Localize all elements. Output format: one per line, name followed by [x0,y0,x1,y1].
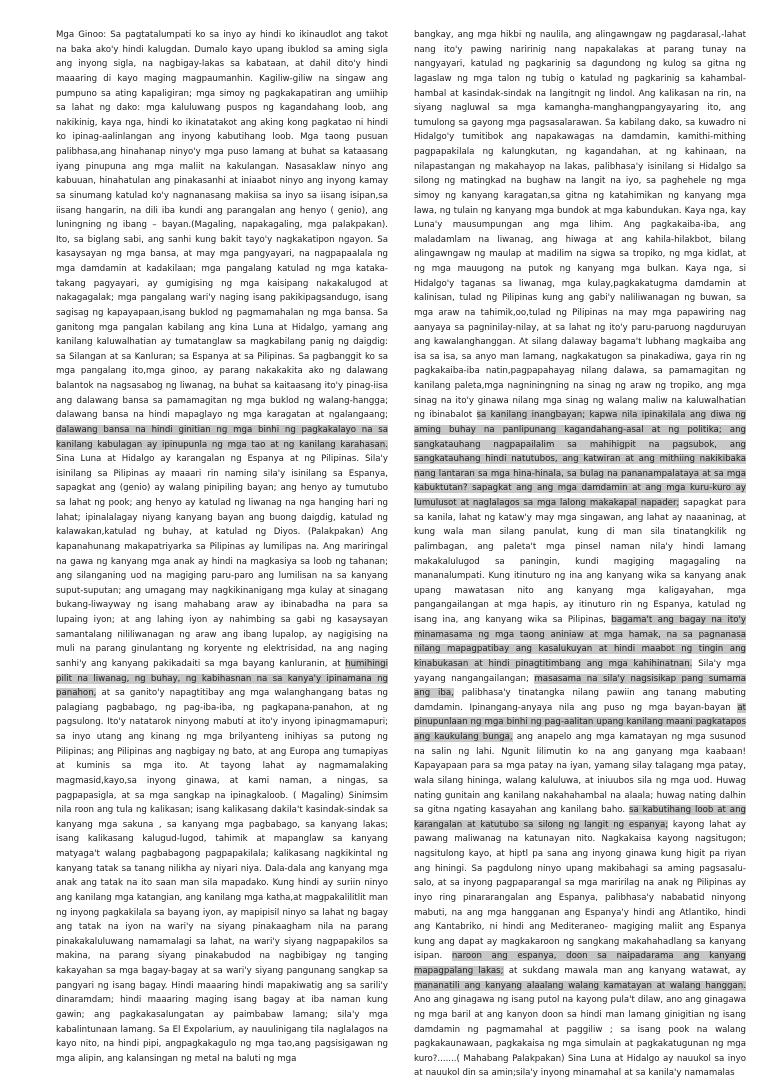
highlighted-text: bagama't ang bagay na ito'y minamasama ng mga taong aniniaw at mga hamak, na sa pagnanasa nilang mapagpatibay ang kasalukuyan at hindi maabot ng tingin ang kinabukasan at hindi pinagtitimbang ang mga kahihinatnan. [414,615,747,669]
text-segment: ang anapelo ang mga kamatayan ng mga susunod na salin ng lahi. Ngunit lilimutin ko na ang ganyang mga kaabaan! Kapayapaan para sa mga patay na iyan, yamang silay talagang mga patay, wala silang hininga, walang kaluluwa, at iniuubos sila ng mga uod. Huwag nating gunitain ang kanilang nakahahambal na alaala; huwag nating dalhin sa gitna ngating kasayahan ang kanilang baho. [414,732,746,816]
text-segment: kayong lahat ay pawang maliwanag na katunayan nito. Nagkakaisa kayong nagsitugon; nagsitulong kayo, at hiptl pa sana ang inyong ginawa kung higit pa riyan ang hiningi. Sa pagdulong ninyo upang makibahagi sa aming pagsasalu-salo, at sa inyong pagpaparangal sa mga maririlag na anak ng Pilipinas ay inyo ring pinararangalan ang Espanya, palibhasa'y nababatid ninyong mabuti, na ang mga hangganan ang Espanya'y hindi ang Atlantiko, hindi ang Kantabriko, ni hindi ang Mediteraneo- magiging maliit ang Espanya kung ang dapat ay magkakaroon ng sangkang makahahadlang sa kanyang isipan. [414,819,746,962]
column-text [414,28,746,1081]
text-segment: palibhasa'y tinatangka nilang pawiin ang tanang mabuting damdamin. Ipinangang-anyaya nila ang puso ng mga bayan-bayan [414,688,746,713]
text-segment: bangkay, ang mga hikbi ng naulila, ang alingawngaw ng pagdarasal,-lahat nang ito'y pawing naririnig nang napakalakas at parang tunay na nangyayari, katulad ng pagkarinig sa dagundong ng kulog sa gitna ng lagaslaw ng mga talon ng tubig o katulad ng pagkarinig sa kahambal-hambal at kasindak-sindak na langitngit ng lindol. Ang kalikasan na rin, na siyang nagluwal sa mga kamangha-manghangpangyayaring ito, ang tumulong sa gayong mga pagsasalarawan. Sa kabilang dako, sa kuwadro ni Hidalgo'y tumitibok ang napakawagas na damdamin, kamithi-mithing pagpapakilala ng kalungkutan, ng kagandahan, at ng kahinaan, na nilapastangan ng makahayop na lakas, palibhasa'y isinilang si Hidalgo sa silong ng matingkad na bughaw na langit na iyo, sa paghehele ng mga simoy ng kanyang karagatan,sa gitna ng katahimikan ng kanyang mga lawa, ng tulain ng kanyang mga bundok at mga kabundukan. Kaya nga, kay Luna'y mausumpungan ang mga lihim. Ang pagkakaiba-iba, ang maladamlam na liwanag, ang hiwaga at ang kahila-hilakbot, bilang alingawngaw ng maulap at madilim na sigwa sa tropiko, ng mga kidlat, at ng mga mauugong na putok ng kanyang mga bulkan. Kaya nga, si Hidalgo'y taganas sa liwanag, mga kulay,pagkakatugma damdamin at kalinisan, tulad ng Pilipinas kung ang gabi'y naliliwanagan ng buwan, sa mga araw na tahimik,oo,tulad ng Pilipinas na may mga papawiring nag aanyaya sa pagninilay-nilay, at sa lahat ng ito'y paru-paruong nagduruyan ang kawalanghanggan. At silang dalaway bagama't lubhang magkaiba ang isa sa isa, sa anyo man lamang, nagkakatugon sa pinakadiwa, gaya rin ng pagkakaiba-iba natin,pagpapahayag nilang dalawa, sa pamamagitan ng kanilang paleta,mga nagniningning na sinag ng araw ng tropiko, ang mga sinag na ito'y ginawa nilang mga sinag ng walang maliw na kaluwalhatian ng ibinabalot [414,30,746,421]
highlighted-text: at pinupunlaan ng mga binhi ng pag-aalitan upang kanilang maani pagkatapos ang kaukulang bunga, [414,702,746,742]
text-segment: at sukdang mawala man ang kanyang watawat, ay [503,966,746,976]
highlighted-text: humihingi pilit na liwanag, ng buhay, ng kabihasnan na sa kanya'y ipinamana ng panahon, [56,658,388,699]
column-text [56,28,388,1066]
highlighted-text: naroon ang espanya, doon sa naipadarama ang kanyang mapagpalang lakas; [414,951,746,976]
text-segment: Sila'y mga yayang nangangailangan; [414,658,746,684]
text-segment: at sa ganito'y napagtitibay ang mga walanghangang batas ng palagiang pagbabago, ng pag-iba-iba, ng pagkapana-panahon, at ng pagsulong. Ito'y natatarok ninyong mabuti at ito'y inyong ipinagmamapuri; sa inyo utang ang kinang ng mga brilyanteng inihiyas sa putong ng Pilipinas; ang Pilipinas ang nagbigay ng bato, at ang Europa ang tumapiyas at kuminis sa mga ito. At tayong lahat ay nagmamalaking magmasid,kayo,sa inyong ginawa, at kami naman, a ningas, sa pagpapasigla, at sa mga sangkap na ipinagkaloob. ( Magaling) Sinimsim nila roon ang tula ng kalikasan; isang kalikasang dakila't kasindak-sindak sa kanyang mga sakuna , sa kanyang mga pagbabago, sa kanyang lakas; isang kalikasang kalugud-lugod, tahimik at mapanglaw sa kanyang matyaga't walang pagbabagong pagpapakilala; kalikasang nagkikintal ng kanyang tatak sa tanang nilikha ay niyari niya. Dala-dala ang kanyang mga anak ang tatak na ito saan man sila mapadako. Kung hindi ay suriin ninyo ang kanilang mga katangian, ang kanilang mga katha,at magpakalilitlit man ng inyong pagkakilala sa bayang iyon, ay mapipisil ninyo sa lahat ng bagay ang tatak na iyon na wari'y na siyang pinakaagham nila na parang pinakakaluluwang namamalagi sa lahat, na wari'y siyang nagpapakilos sa makina, na parang siyang pinakabudod na nagbibigay ng tanging kakayahan sa mga bagay-bagay at sa wari'y siyang pangunang sangkap sa pangyari ng isang bagay. Hindi maaaring hindi mapakiwatig ang sa sarili'y dinaramdam; hindi maaaring maging isang bagay at iba naman kung gawin; ang pagkakasalungatan ay paimbabaw lamang; sila'y mga kabalintunaan lamang. Sa El Expolarium, ay nauulinigang tila naglalagos na kayo nito, na hindi pipi, angpagkakagulo ng mga tao,ang pagsisigawan ng mga alipin, ang kalansingan ng metal na baluti ng mga [56,688,388,1064]
highlighted-text: masasama na sila'y nagsisikap pang sumama ang iba, [414,673,746,699]
text-segment: Ano ang ginagawa ng isang putol na kayong pula't dilaw, ano ang ginagawa ng mga baril at ang kanyon doon sa hindi man lamang ginigitian ng isang damdamin ng pagmamahal at paggiliw ; sa isang pook na walang pagkakaunawaan, pagkakaisa ng mga simulain at pagkakatugunan ng mga kuro?.......( Mahabang Palakpakan) Sina Luna at Hidalgo ay nauukol sa inyo at nauukol din sa amin;sila'y inyong minamahal at sa kanila'y namamalas [414,995,746,1079]
text-column-left [56,28,388,1064]
highlighted-text: sa kanilang inangbayan; kapwa nila ipinakilala ang diwa ng aming buhay na panlipunang kagandahang-asal at ng politika; ang sangkatauhang nagpapailalim sa mahihigpit na pagsubok, ang sangkatauhang hindi natutubos, ang katwiran at ang mithiing nakikibaka nang lantaran sa mga hina-hinala, sa bulag na pananampalataya at sa mga kabuktutan? sapagkat ang ang mga damdamin at ang mga kuru-kuro ay lumulusot at naglalagos sa mga lalong makakapal napader; [414,410,746,508]
highlighted-text: sa kabutihang loob at ang karangalan at katutubo sa silong ng langit ng espanya; [414,805,746,830]
highlighted-text: dalawang bansa na hindi ginitian ng mga binhi ng pagkakalayo na sa kanilang kabulagan ay ipinupunla ng mga tao at ng kanilang karahasan. [56,424,388,450]
highlighted-text: mananatili ang kanyang alaalang walang kamatayan at walang hanggan. [414,980,746,991]
text-segment: Sina Luna at Hidalgo ay karangalan ng Espanya at ng Pilipinas. Sila'y isinilang sa Pilipinas ay maaari rin naming sila'y isinilang sa Espanya, sapagkat ang (genio) ay walang pinipiling bayan; ang henyo ay tumutubo sa lahat ng pook; ang henyo ay katulad ng liwanag na nga hanging hari ng lahat; ipinalalagay niyang kanyang bayan ang buong daigdig, katulad ng kalawakan,katulad ng buhay, at katulad ng Diyos. (Palakpakan) Ang kapanahunang makapatriyarka sa Pilipinas ay lumilipas na. Ang mariringal na gawa ng kanyang mga anak ay hindi na magkasiya sa loob ng tahanan; ang silanganing uod na magiging paru-paro ang lumilisan na sa kanyang suput-suputan; ang umagang may nagkikinanigang mga kulay at sinagang bukang-liwayway ng isang mahabang araw ay ibinabadha na para sa lupaing iyon; at ang lahing iyon ay nahimbing sa gabi ng kasaysayan samantalang nililiwanagan ng araw ang ibang lupalop, ay nagigising na muli na parang ginulantang ng koryente ng elektrisidad, na ang naging sanhi'y ang kanyang pakikadaiti sa mga bayang kanluranin, at [56,454,388,669]
text-segment: Mga Ginoo: Sa pagtatalumpati ko sa inyo ay hindi ko ikinaudlot ang takot na baka ako'y hindi kalugdan. Dumalo kayo upang ibuklod sa aming sigla ang inyong sigla, na nagbigay-lakas sa kabataan, at dahil dito'y hindi maaaring di kayo maging magpaumanhin. Kagiliw-giliw na singaw ang pumpuno sa ating kapaligiran; mga simoy ng pagkakapatiran ang umiihip sa lahat ng dako: mga kaluluwang puspos ng kagandahang loob, ang nakikinig, kaya nga, hindi ko ikinatatakot ang aking kong pagkatao ni hindi ko ipinag-aalinlangan ang inyong kabutihang loob. Mga taong pusuan palibhasa,ang hinahanap ninyo'y mga puso lamang at buhat sa kataasang iyang pinupuna ang mga maliit na kakulangan. Nasasaklaw ninyo ang kabuuan, hinahatulan ang pinakasanhi at iniaabot ninyo ang inyong kamay sa sinumang katulad ko'y nagnanasang makiisa sa inyo sa iisang isipan,sa iisang hangarin, na dili iba kundi ang parangalan ang henyo ( genio), ang luningning ng ibang – bayan.(Magaling, napakagaling, mga palakpakan). Ito, sa biglang sabi, ang sanhi kung bakit tayo'y nagkakatipon ngayon. Sa kasaysayan ng mga bansa, at may mga pangyayari, na nagpapaalala ng mga damdamin at kadakilaan; mga pangalang katulad ng mga kataka-takang pagyayari, ay gumigising ng mga kaisipang nakakalugod at nakagagalak; mga pangalang wari'y naging isang pakikipagsandugo, isang sagisag ng kapayapaan,isang buklod ng pagmamahalan ng mga bansa. Sa ganitong mga pangalan kabilang ang kina Luna at Hidalgo, yamang ang kanilang kaluwalhatian ay tumatanglaw sa magkabilang panig ng daigdig: sa Silangan at sa Kanluran; sa Espanya at sa Pilipinas. Sa pagbanggit ko sa mga pangalang ito,mga ginoo, ay parang nakakakita ako ng dalawang balantok na nagsasabog ng liwanag, na buhat sa kaitaasang ito'y pinag-iisa ang dalawang bansa sa pamamagitan ng mga buklod ng walang-hangga; dalawang bansa na hindi mapaglayo ng mga karagatan at ngalangaang; [56,30,388,421]
text-segment: sapagkat para sa kanila, lahat ng kataw'y may mga singawan, ang lahat ay naaaninag, at kung wala man silang panulat, kung di man sila tinatangkilik ng palimbagan, ang paleta't mga pinsel naman nila'y hindi lamang makakalulugod sa paningin, kundi magiging magagaling na mananalumpati. Kung itinuturo ng ina ang kanyang wika sa kanyang anak upang mawatasan nito ang kanyang mga kaligayahan, mga pangangailangan at mga hapis, ay itinuturo rin ng Espanya, katulad ng isang ina, ang kanyang wika sa Pilipinas, [414,498,746,625]
text-column-right [414,28,747,1079]
